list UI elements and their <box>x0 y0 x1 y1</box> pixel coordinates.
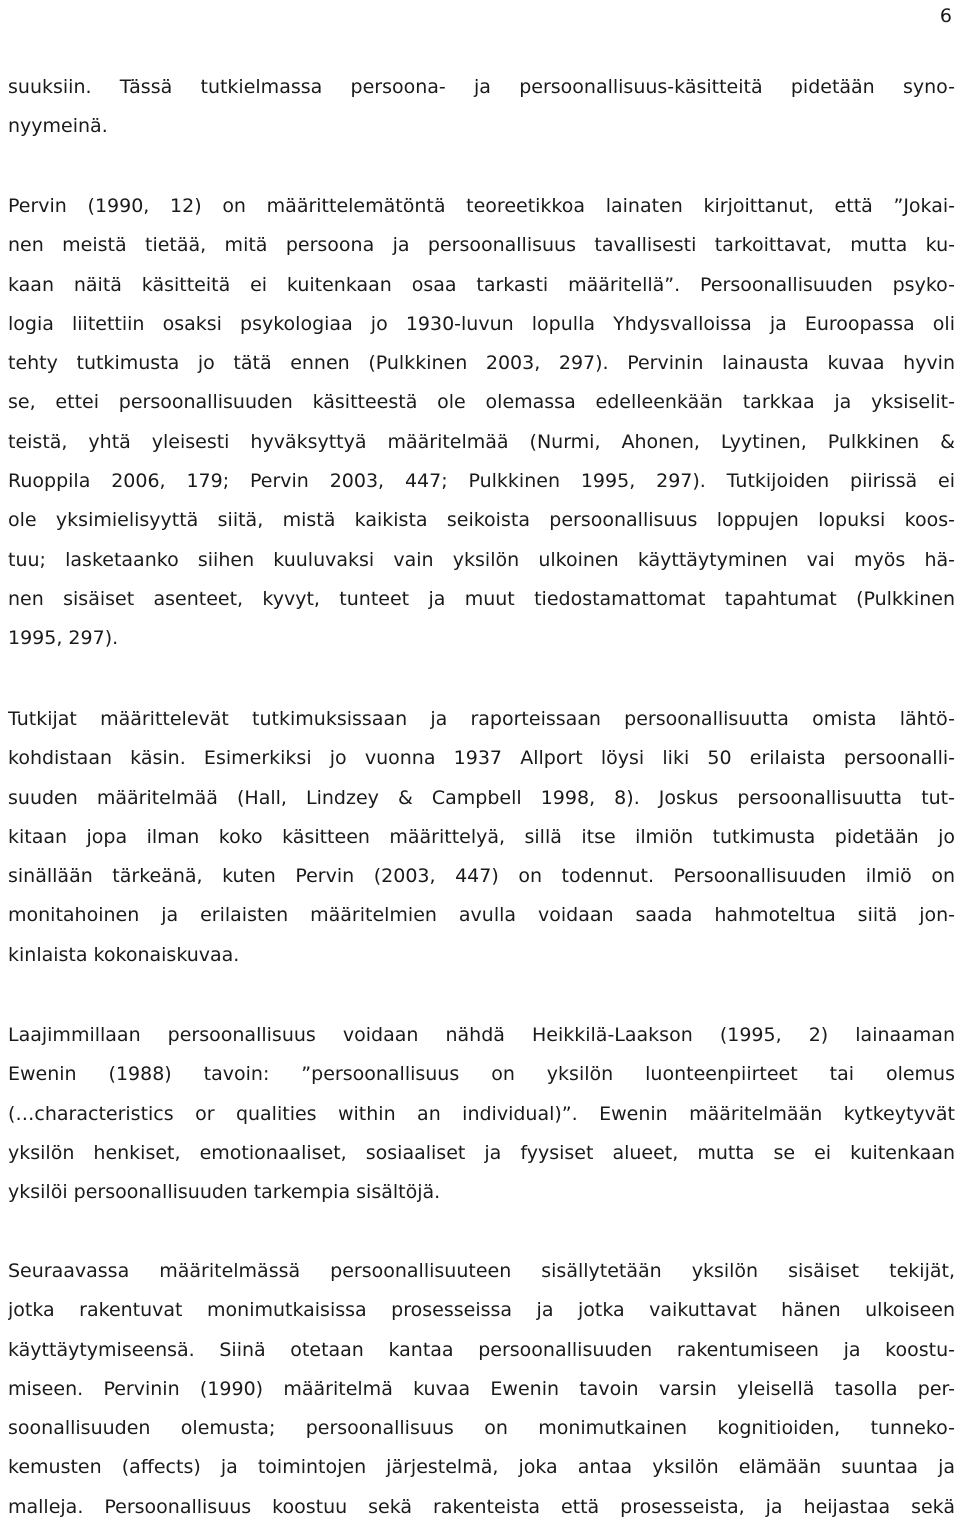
text-line: soonallisuuden olemusta; persoonallisuus on monimutkainen kognitioiden, tunneko- <box>8 1417 955 1440</box>
paragraph-2 <box>8 187 955 659</box>
text-line: kaan näitä käsitteitä ei kuitenkaan osaa tarkasti määritellä”. Persoonallisuuden psyko- <box>8 273 955 296</box>
text-line: kinlaista kokonaiskuvaa. <box>8 943 240 966</box>
text-line: 1995, 297). <box>8 627 119 650</box>
text-line: Ewenin (1988) tavoin: ”persoonallisuus on yksilön luonteenpiirteet tai olemus <box>8 1063 955 1086</box>
text-line: teistä, yhtä yleisesti hyväksyttyä määritelmää (Nurmi, Ahonen, Lyytinen, Pulkkinen & <box>8 430 955 453</box>
paragraph-5 <box>8 1252 955 1527</box>
text-line: Tutkijat määrittelevät tutkimuksissaan ja raporteissaan persoonallisuutta omista lähtö- <box>8 708 955 730</box>
text-line: miseen. Pervinin (1990) määritelmä kuvaa Ewenin tavoin varsin yleisellä tasolla per- <box>8 1377 955 1400</box>
text-line: kohdistaan käsin. Esimerkiksi jo vuonna 1937 Allport löysi liki 50 erilaista persoonalli- <box>8 747 955 770</box>
text-line: tuu; lasketaanko siihen kuuluvaksi vain yksilön ulkoinen käyttäytyminen vai myös hä- <box>8 548 955 571</box>
text-line: käyttäytymiseensä. Siinä otetaan kantaa persoonallisuuden rakentumiseen ja koostu- <box>8 1338 955 1361</box>
text-line: se, ettei persoonallisuuden käsitteestä ole olemassa edelleenkään tarkkaa ja yksiselit- <box>8 391 955 414</box>
text-line: kemusten (affects) ja toimintojen järjestelmä, joka antaa yksilön elämään suuntaa ja <box>8 1456 955 1479</box>
text-line: malleja. Persoonallisuus koostuu sekä rakenteista että prosesseista, ja heijastaa sekä <box>8 1495 955 1518</box>
text-line: Seuraavassa määritelmässä persoonallisuuteen sisällytetään yksilön sisäiset tekijät, <box>8 1260 955 1282</box>
text-line: nen meistä tietää, mitä persoona ja persoonallisuus tavallisesti tarkoittavat, mutta ku- <box>8 234 955 257</box>
text-line: nen sisäiset asenteet, kyvyt, tunteet ja muut tiedostamattomat tapahtumat (Pulkkinen <box>8 587 955 610</box>
text-line: logia liitettiin osaksi psykologiaa jo 1930-luvun lopulla Yhdysvalloissa ja Euroopassa oli <box>8 312 955 335</box>
text-line: yksilön henkiset, emotionaaliset, sosiaaliset ja fyysiset alueet, mutta se ei kuitenkaan <box>8 1141 955 1164</box>
paragraph-4 <box>8 1016 955 1212</box>
text-line: (…characteristics or qualities within an individual)”. Ewenin määritelmään kytkeytyvät <box>8 1102 955 1125</box>
text-line: suuden määritelmää (Hall, Lindzey & Campbell 1998, 8). Joskus persoonallisuutta tut- <box>8 786 955 809</box>
text-line: Laajimmillaan persoonallisuus voidaan nähdä Heikkilä-Laakson (1995, 2) lainaaman <box>8 1024 955 1046</box>
text-line: nyymeinä. <box>8 115 108 138</box>
paragraph-3 <box>8 700 955 975</box>
text-line: Ruoppila 2006, 179; Pervin 2003, 447; Pulkkinen 1995, 297). Tutkijoiden piirissä ei <box>8 470 955 493</box>
text-line: jotka rakentuvat monimutkaisissa prosesseissa ja jotka vaikuttavat hänen ulkoiseen <box>8 1299 955 1322</box>
text-line: yksilöi persoonallisuuden tarkempia sisältöjä. <box>8 1181 441 1204</box>
text-line: tehty tutkimusta jo tätä ennen (Pulkkinen 2003, 297). Pervinin lainausta kuvaa hyvin <box>8 352 955 375</box>
text-line: Pervin (1990, 12) on määrittelemätöntä teoreetikkoa lainaten kirjoittanut, että ”Jokai- <box>8 195 955 217</box>
text-line: monitahoinen ja erilaisten määritelmien avulla voidaan saada hahmoteltua siitä jon- <box>8 904 955 927</box>
text-line: ole yksimielisyyttä siitä, mistä kaikista seikoista persoonallisuus loppujen lopuksi koos- <box>8 509 955 532</box>
paragraph-1 <box>8 68 955 147</box>
text-line: suuksiin. Tässä tutkielmassa persoona- ja persoonallisuus-käsitteitä pidetään syno- <box>8 76 955 98</box>
text-line: kitaan jopa ilman koko käsitteen määrittelyä, sillä itse ilmiön tutkimusta pidetään jo <box>8 825 955 848</box>
page-number: 6 <box>939 5 952 27</box>
text-line: sinällään tärkeänä, kuten Pervin (2003, 447) on todennut. Persoonallisuuden ilmiö on <box>8 865 955 888</box>
